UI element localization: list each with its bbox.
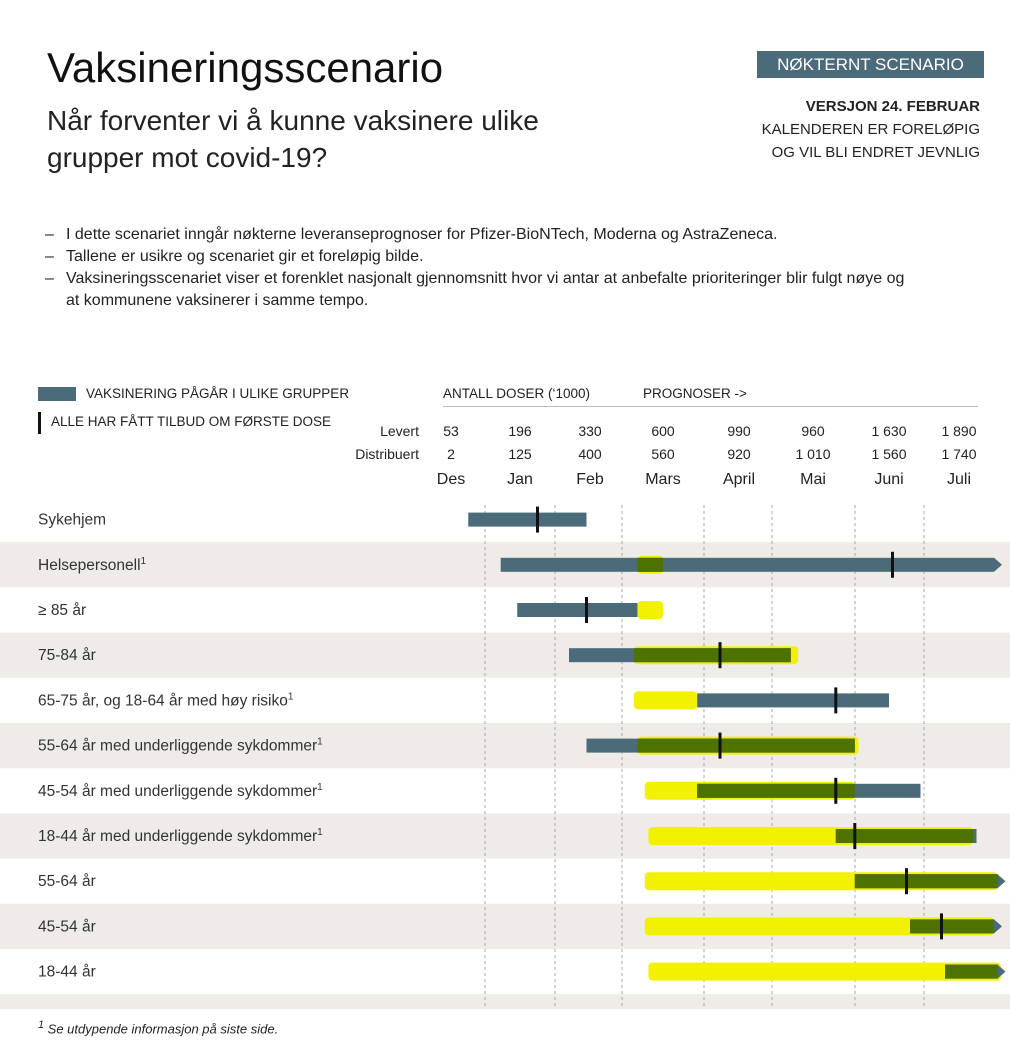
month-label: Mai	[800, 471, 826, 488]
distributed-value: 400	[578, 446, 602, 462]
overlap-segment	[634, 648, 791, 662]
group-bar	[501, 558, 994, 572]
bullet-item: – Vaksineringsscenariet viser et forenklet nasjonalt gjennomsnitt hvor vi antar at anbefalte prioriteringer blir fulgt nøye og at kommunene vaksinerer i samme tempo.	[45, 270, 905, 309]
scenario-badge: NØKTERNT SCENARIO	[757, 51, 984, 78]
first-dose-marker	[536, 507, 539, 533]
first-dose-marker	[905, 868, 908, 894]
legend-marker-swatch	[38, 412, 41, 434]
distributed-label: Distribuert	[355, 446, 419, 462]
distributed-value: 1 010	[795, 446, 831, 462]
overlap-segment	[910, 919, 994, 933]
page-subtitle: Når forventer vi å kunne vaksinere ulike grupper mot covid-19?	[47, 105, 539, 173]
month-label: April	[722, 471, 755, 488]
row-label: 45-54 år	[38, 918, 96, 936]
row-label: 45-54 år med underliggende sykdommer$^1$	[38, 781, 323, 800]
bullet-list	[45, 224, 915, 312]
header-divider	[443, 406, 978, 407]
distributed-value: 560	[651, 446, 675, 462]
bullet-text: Vaksineringsscenariet viser et forenklet nasjonalt gjennomsnitt hvor vi antar at anbefalte prioriteringer blir fulgt nøye og at kommunene vaksinerer i samme tempo.	[66, 270, 905, 309]
footnote	[38, 1019, 278, 1036]
first-dose-marker	[834, 687, 837, 713]
footnote-text: Se utdypende informasjon på siste side.	[47, 1021, 279, 1037]
overlap-segment	[697, 784, 855, 798]
bullet-item: – I dette scenariet inngår nøkterne leveranseprognoser for Pfizer-BioNTech, Moderna og AstraZeneca.	[45, 226, 778, 243]
version-line-1: VERSJON 24. FEBRUAR	[805, 98, 980, 115]
row-label: Helsepersonell$^1$	[38, 555, 147, 574]
month-label: Feb	[576, 471, 604, 488]
delivered-value: 1 630	[871, 423, 907, 439]
overlap-segment	[836, 829, 973, 843]
row-label: 18-44 år med underliggende sykdommer$^1$	[38, 827, 323, 845]
legend-marker-entry	[38, 414, 331, 429]
overlap-segment	[637, 558, 663, 572]
version-info	[762, 95, 980, 164]
row-label: Sykehjem	[38, 511, 107, 529]
delivered-label: Levert	[380, 423, 419, 439]
first-dose-marker	[719, 733, 722, 759]
highlight-mark	[637, 601, 663, 619]
bullet-text: Tallene er usikre og scenariet gir et foreløpig bilde.	[66, 248, 424, 265]
version-line-2: KALENDEREN ER FORELØPIG	[761, 121, 980, 138]
month-label: Des	[436, 471, 466, 488]
distributed-value: 920	[727, 446, 751, 462]
version-line-3: OG VIL BLI ENDRET JEVNLIG	[771, 144, 980, 161]
month-label: Mars	[645, 471, 681, 488]
doses-header: ANTALL DOSER (‘1000)	[443, 386, 591, 401]
row-label: 75-84 år	[38, 647, 96, 665]
first-dose-marker	[834, 778, 837, 804]
delivered-value: 960	[801, 423, 825, 439]
delivered-value: 600	[651, 423, 675, 439]
delivered-value: 196	[508, 423, 532, 439]
page-title: Vaksineringsscenario	[47, 44, 444, 91]
legend-bar-swatch	[38, 387, 76, 401]
legend-bar-entry	[38, 386, 349, 401]
highlight-mark	[634, 691, 697, 709]
delivered-value: 53	[443, 423, 459, 439]
legend-marker-label: ALLE HAR FÅTT TILBUD OM FØRSTE DOSE	[51, 414, 332, 429]
footnote-mark: 1	[38, 1019, 45, 1031]
row-label: 55-64 år	[38, 873, 96, 891]
bullet-text: I dette scenariet inngår nøkterne leveranseprognoser for Pfizer-BioNTech, Moderna og AstraZeneca.	[66, 226, 778, 243]
first-dose-marker	[940, 913, 943, 939]
month-label: Juli	[946, 471, 971, 488]
first-dose-marker	[585, 597, 588, 623]
bar-arrow	[998, 874, 1006, 888]
delivered-value: 990	[727, 423, 751, 439]
first-dose-marker	[853, 823, 856, 849]
row-label: ≥ 85 år	[38, 602, 87, 619]
month-label: Jan	[507, 471, 533, 488]
group-bar	[697, 693, 889, 707]
delivered-value: 1 890	[941, 423, 977, 439]
group-bar	[468, 513, 586, 527]
row-band	[0, 633, 1010, 678]
legend-bar-label: VAKSINERING PÅGÅR I ULIKE GRUPPER	[86, 386, 350, 401]
distributed-value: 125	[508, 446, 532, 462]
group-bar	[517, 603, 637, 617]
bar-arrow	[998, 965, 1006, 979]
bottom-band	[0, 994, 1010, 1009]
row-label: 55-64 år med underliggende sykdommer$^1$	[38, 736, 323, 755]
distributed-value: 2	[447, 446, 455, 462]
overlap-segment	[855, 874, 998, 888]
row-label: 65-75 år, og 18-64 år med høy risiko$^1$	[38, 691, 294, 710]
row-label: 18-44 år	[38, 963, 96, 981]
delivered-value: 330	[578, 423, 602, 439]
distributed-value: 1 560	[871, 446, 907, 462]
distributed-value: 1 740	[941, 446, 977, 462]
overlap-segment	[945, 965, 998, 979]
forecast-header: PROGNOSER ->	[643, 386, 747, 401]
first-dose-marker	[719, 642, 722, 668]
first-dose-marker	[891, 552, 894, 578]
month-label: Juni	[874, 471, 904, 488]
overlap-segment	[637, 739, 854, 753]
vaccination-gantt-chart	[0, 497, 1010, 1009]
bullet-item: – Tallene er usikre og scenariet gir et foreløpig bilde.	[45, 248, 424, 265]
